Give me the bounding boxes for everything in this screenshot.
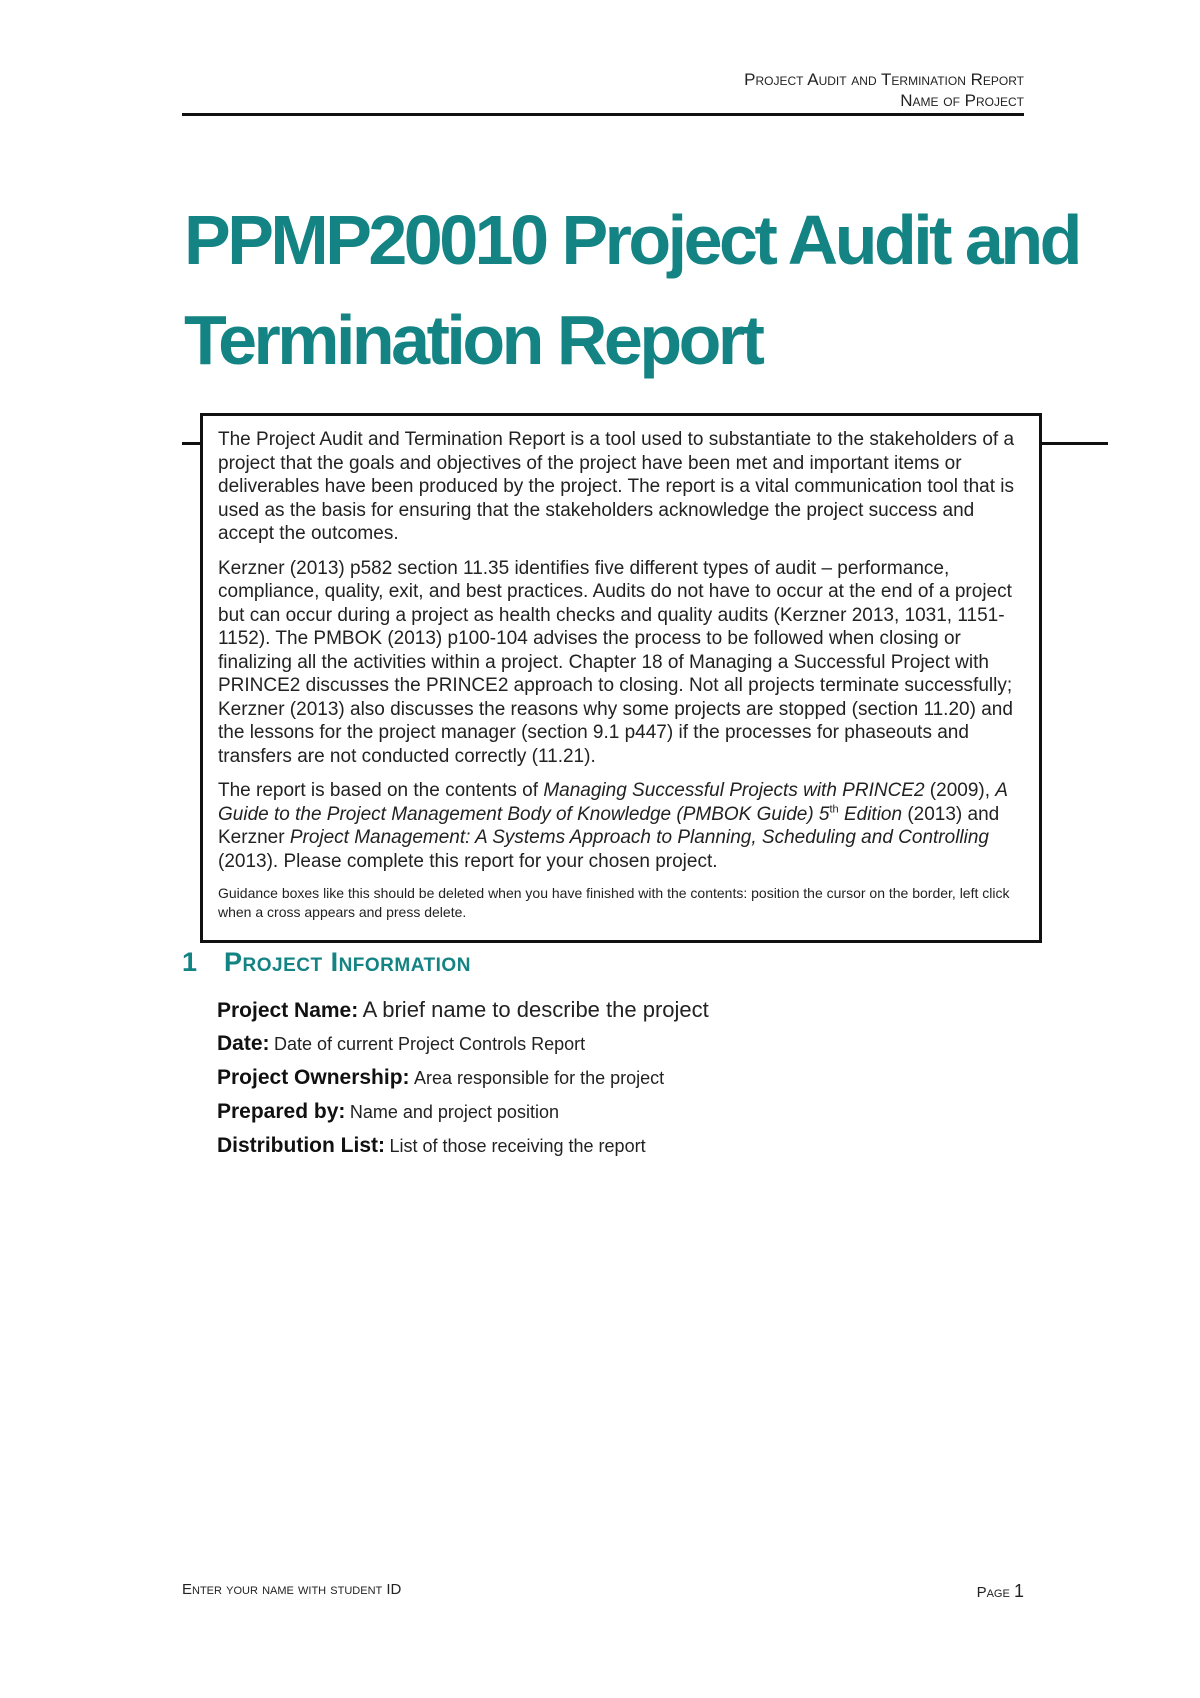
- footer-page-number: [964, 1581, 1024, 1602]
- project-information-fields: [217, 993, 1037, 1163]
- section-heading-project-information: [182, 947, 471, 978]
- guidance-p3-edition: Edition: [838, 803, 903, 825]
- guidance-p3-text: (2009),: [924, 780, 996, 801]
- field-prepared-by[interactable]: [217, 1095, 1037, 1129]
- guidance-p3-kerzner-title: Project Management: A Systems Approach to Planning, Scheduling and Controlling: [289, 827, 989, 848]
- header-document-title: Project Audit and Termination Report: [744, 70, 1024, 89]
- guidance-box[interactable]: [200, 413, 1042, 943]
- field-value[interactable]: A brief name to describe the project: [362, 997, 709, 1022]
- guidance-p3-superscript: th: [829, 803, 839, 816]
- section-title: Project Information: [224, 947, 471, 977]
- field-value[interactable]: Name and project position: [349, 1102, 559, 1122]
- document-title-line-2: Termination Report: [184, 301, 762, 379]
- guidance-paragraph-1: The Project Audit and Termination Report is a tool used to substantiate to the stakeholders of a project that the goals and objectives of the project have been met and important items or deliverables have been produced by the project. The report is a vital communication tool that is used as the basis for ensuring that the stakeholders acknowledge the project success and accept the outcomes.: [218, 429, 1015, 544]
- document-title-line-1: PPMP20010 Project Audit and: [184, 201, 1079, 279]
- guidance-p3-text: (2013). Please complete this report for your chosen project.: [218, 850, 718, 872]
- footer-page-value: 1: [1013, 1581, 1024, 1601]
- field-distribution-list[interactable]: [217, 1129, 1037, 1163]
- guidance-paragraph-2: Kerzner (2013) p582 section 11.35 identifies five different types of audit – performance, compliance, quality, exit, and best practices. Audits do not have to occur at the end of a project but can occur during a project as health checks and quality audits (Kerzner 2013, 1031, 1151-1152). The PMBOK (2013) p100-104 advises the process to be followed when closing or finalizing all the activities within a project. Chapter 18 of Managing a Successful Project with PRINCE2 discusses the PRINCE2 approach to closing. Not all projects terminate successfully; Kerzner (2013) also discusses the reasons why some projects are stopped (section 11.20) and the lessons for the project manager (section 9.1 p447) if the processes for phaseouts and transfers are not conducted correctly (11.21).: [218, 557, 1013, 767]
- footer-page-label: Page: [976, 1584, 1010, 1601]
- title-rule-left: [182, 442, 202, 445]
- field-value[interactable]: List of those receiving the report: [389, 1136, 646, 1156]
- guidance-p3-prince2-title: Managing Successful Projects with PRINCE2: [543, 780, 925, 801]
- field-date[interactable]: [217, 1027, 1037, 1061]
- section-number: 1: [182, 947, 198, 977]
- guidance-p3-pmbok-title: A Guide to the Project Management Body of Knowledge (PMBOK Guide) 5: [218, 780, 1008, 825]
- guidance-paragraph-3: [218, 779, 1025, 873]
- footer-student-info: Enter your name with student ID: [182, 1581, 402, 1598]
- field-value[interactable]: Area responsible for the project: [414, 1068, 665, 1088]
- field-project-ownership[interactable]: [217, 1061, 1037, 1095]
- field-project-name[interactable]: [217, 993, 1037, 1027]
- field-value[interactable]: Date of current Project Controls Report: [273, 1034, 586, 1054]
- field-label: Project Name:: [217, 999, 359, 1022]
- field-label: Distribution List:: [217, 1134, 385, 1157]
- guidance-paragraph-4: Guidance boxes like this should be deleted when you have finished with the contents: position the cursor on the border, left click when a cross appears and press delete.: [218, 885, 1010, 920]
- guidance-p3-text: The report is based on the contents of: [218, 780, 544, 801]
- field-label: Project Ownership:: [217, 1066, 410, 1089]
- header-project-name: Name of Project: [900, 91, 1024, 110]
- field-label: Date:: [217, 1032, 270, 1055]
- header-rule: [182, 113, 1024, 116]
- field-label: Prepared by:: [217, 1100, 346, 1123]
- guidance-p3-text: (2013) and Kerzner: [218, 803, 1000, 848]
- title-rule-right: [1040, 442, 1108, 445]
